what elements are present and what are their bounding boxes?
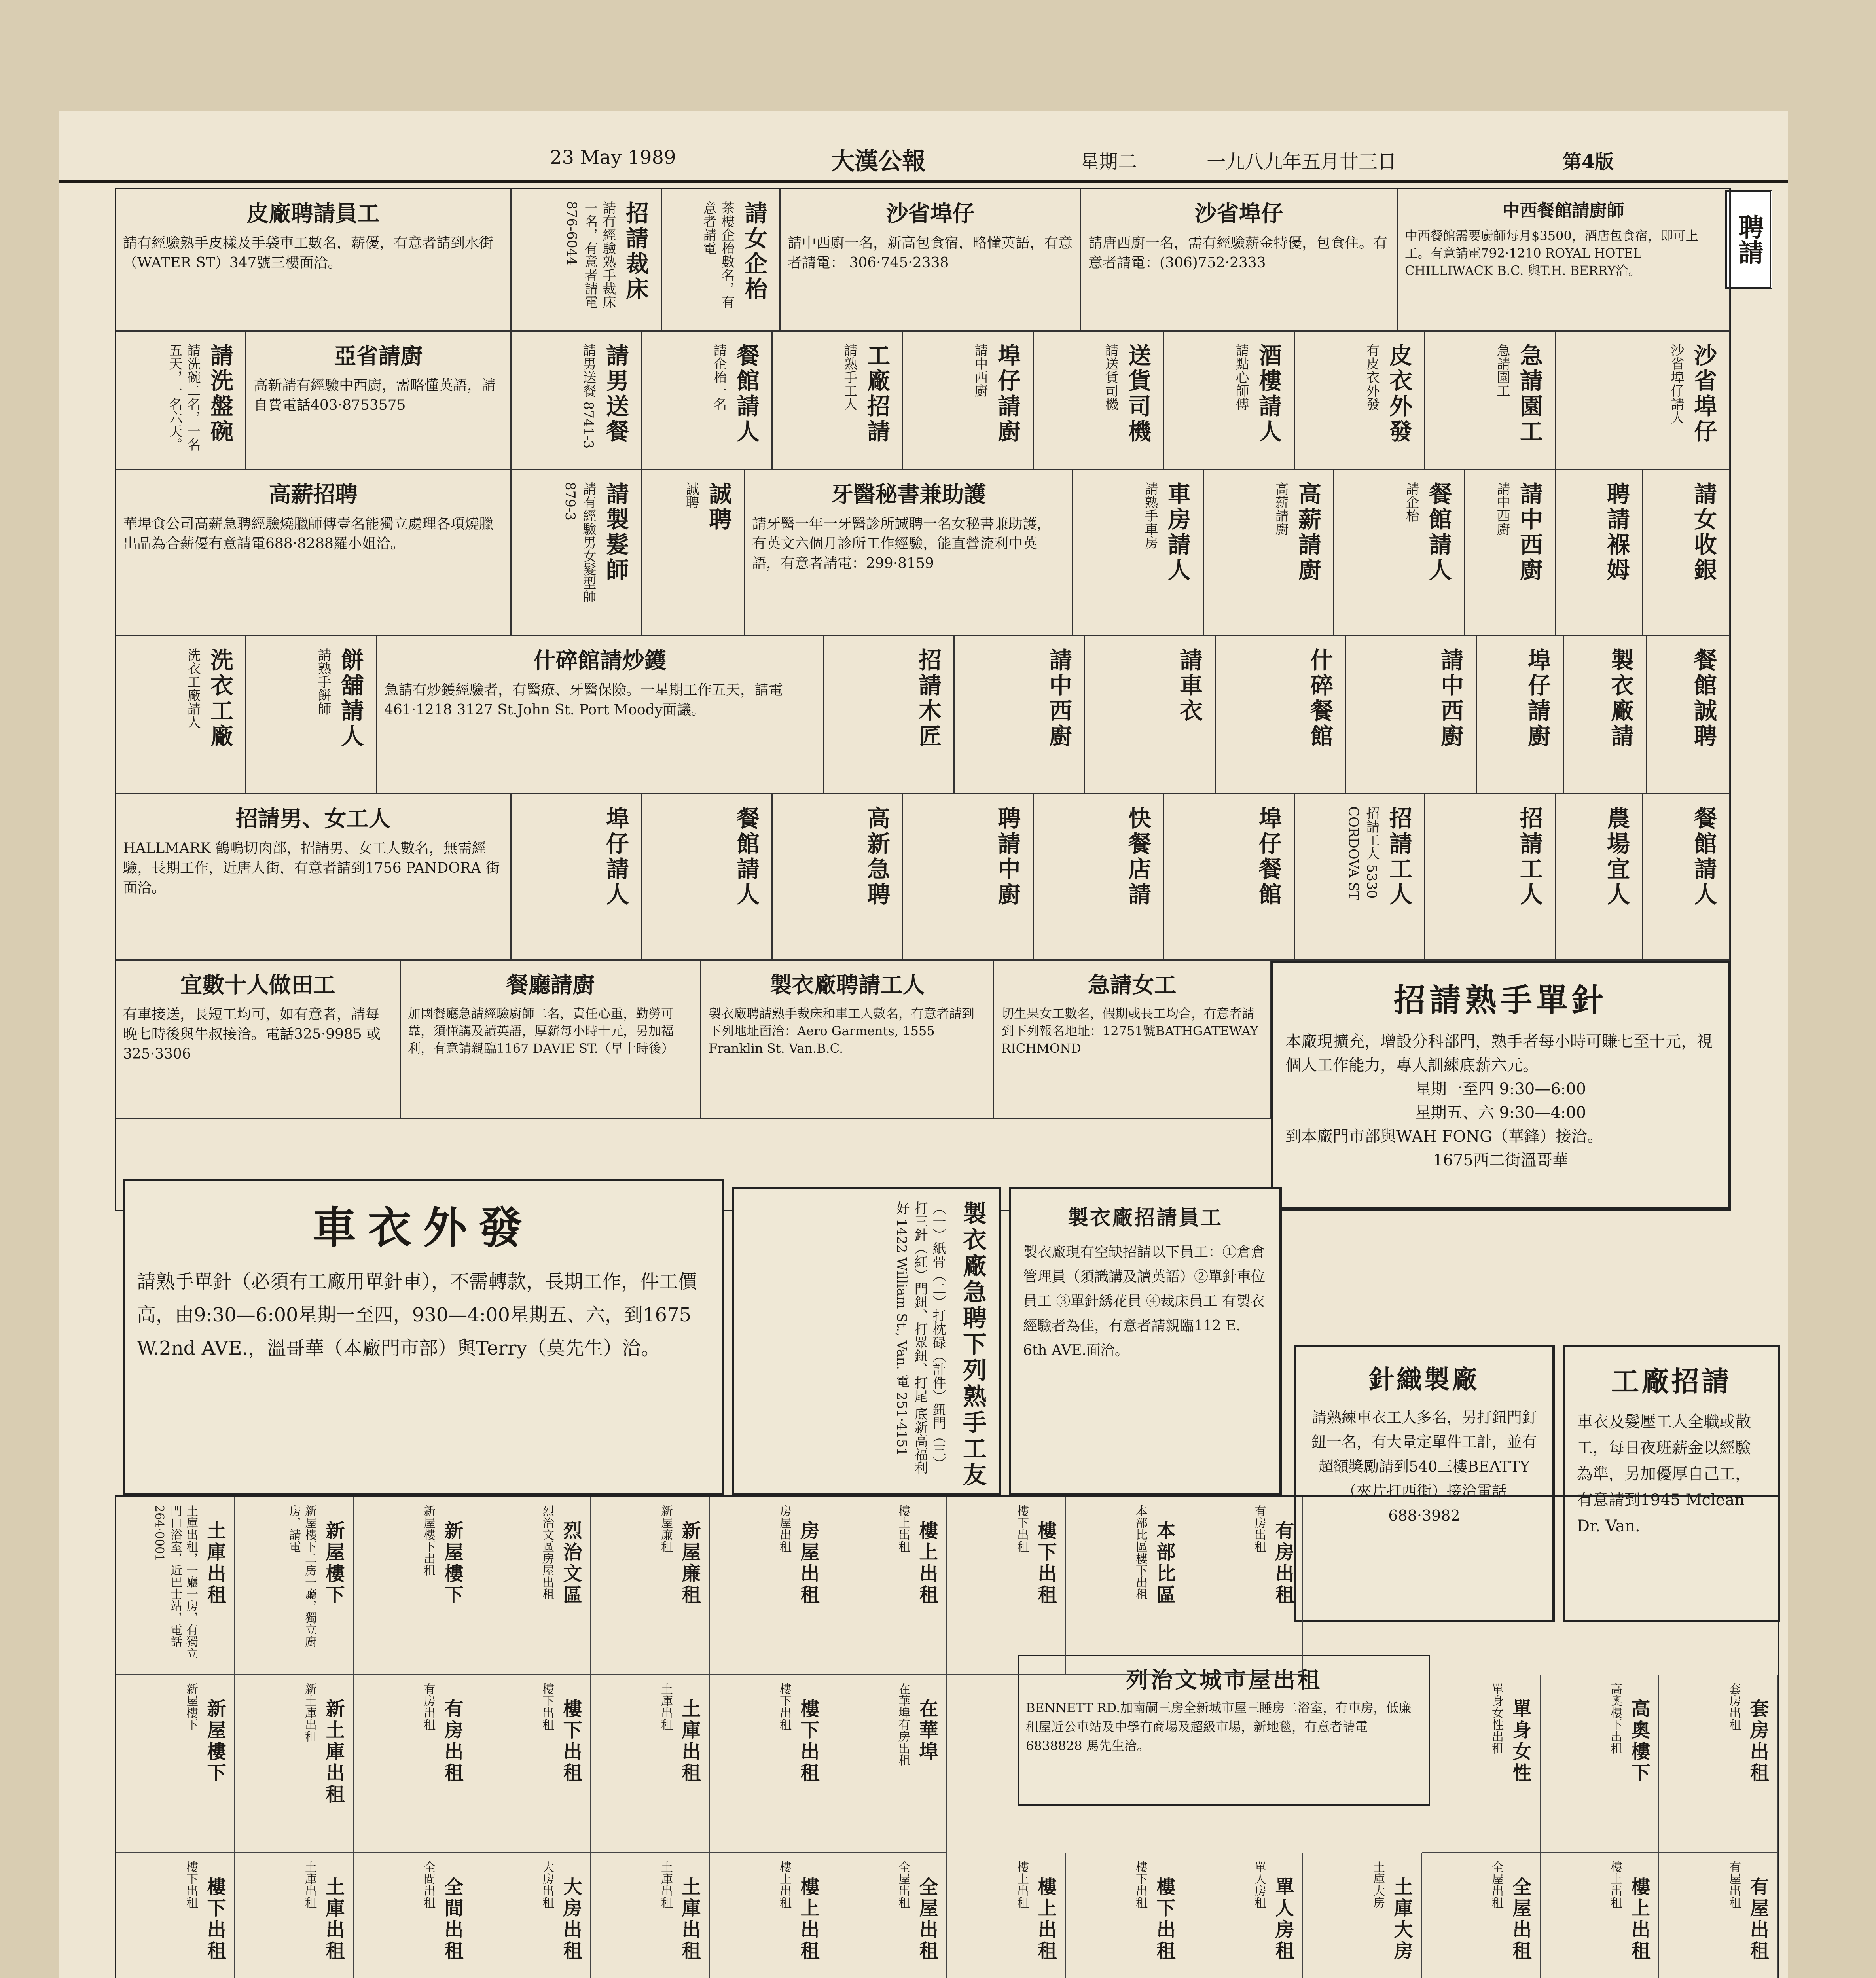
ad-wok-cook: [377, 636, 824, 794]
rental-listing: [1422, 1675, 1541, 1853]
ad-alberta-chef: [246, 332, 512, 470]
ad-richmond-townhouse: [1018, 1655, 1430, 1806]
newspaper-page: [59, 111, 1788, 1978]
rental-body: 樓上出租: [777, 1861, 791, 1908]
rental-body: 單人房租: [1252, 1861, 1266, 1908]
masthead-rule: [59, 180, 1788, 183]
ad-leather-factory: [116, 189, 512, 332]
paper-name: 大漢公報: [831, 148, 926, 175]
ad-body: 請熟手餅師: [315, 648, 331, 715]
rental-title: 全間出租: [441, 1877, 463, 1962]
date-cn: 一九八九年五月廿三日: [1207, 151, 1397, 173]
rental-body: 新屋樓下: [184, 1683, 198, 1730]
ad-sask-hire: [1556, 332, 1730, 470]
ad-title: 宜數十人做田工: [180, 972, 335, 998]
rental-body: 大房出租: [540, 1861, 554, 1908]
rental-body: 有屋出租: [1727, 1861, 1741, 1908]
rental-body: 樓下出租: [184, 1861, 198, 1908]
weekday: 星期二: [1080, 151, 1137, 173]
ad-body: 高新請有經驗中西廚，需略懂英語，請自費電話403·8753575: [254, 377, 496, 413]
rental-title: 土庫大房: [1391, 1877, 1413, 1962]
ad-body: 請洗碗二名，一名五天，一名六天。: [167, 343, 201, 451]
ad-body: （一）紙骨（二）打枕碌（計件）鈕門（三）打三針（紅）門鈕、打眾鈕、打尾 底新高福利好 1422 William St., Van. 電 251·4151: [894, 1201, 946, 1474]
ad-cutter: [512, 189, 662, 332]
ad-body: 中西餐館需要廚師每月$3500，酒店包食宿，即可上工。有意請電792·1210 ROYAL HOTEL CHILLIWACK B.C. 與T.H. BERRY洽。: [1405, 228, 1698, 278]
ad-title: 餐館誠聘: [1690, 648, 1717, 749]
ad-title: 車衣外發: [313, 1202, 534, 1253]
ad-body: 請熟手工人: [841, 343, 857, 411]
ad-title: 埠仔請人: [602, 806, 629, 908]
rental-body: 本部比區樓下出租: [1133, 1505, 1147, 1600]
rental-title: 房屋出租: [797, 1521, 819, 1606]
rental-listing: [472, 1497, 591, 1675]
ad-title: 牙醫秘書兼助護: [831, 481, 986, 508]
ad-chef-3: [1346, 636, 1477, 794]
rental-title: 有屋出租: [1747, 1877, 1769, 1962]
rental-title: 樓上出租: [1628, 1877, 1650, 1962]
rental-body: 土庫大房: [1371, 1861, 1385, 1908]
ad-title: 招請熟手單針: [1394, 981, 1607, 1019]
rental-listing: [710, 1675, 828, 1853]
rental-listing: [235, 1675, 354, 1853]
rental-body: 樓下出租: [777, 1683, 791, 1730]
ad-hallmark: [116, 794, 512, 961]
rental-title: 樓上出租: [797, 1877, 819, 1962]
ad-body: 請熟手單針（必須有工廠用單針車），不需轉款，長期工作，件工價高，由9:30—6:00星期一至四，930—4:00星期五、六，到1675 W.2nd AVE.，溫哥華（本廠門市部）與Terry（莫先生）洽。: [137, 1271, 697, 1359]
rental-title: 樓上出租: [916, 1521, 938, 1606]
ad-chinese-chef: [903, 794, 1034, 961]
ad-carpenter: [824, 636, 955, 794]
rental-title: 全屋出租: [1509, 1877, 1531, 1962]
rental-title: 新屋樓下: [322, 1521, 345, 1606]
rental-title: 新屋樓下: [204, 1699, 226, 1784]
ad-title: 工廠招請: [1611, 1365, 1732, 1398]
ad-title: 快餐店請: [1124, 806, 1151, 908]
rental-listing: [710, 1853, 828, 1978]
ad-chopsuey: [1216, 636, 1346, 794]
rental-listing: [1184, 1497, 1303, 1675]
rental-listing: [591, 1853, 710, 1978]
ad-address: 1675西二街溫哥華: [1433, 1151, 1568, 1169]
ad-town-chef-2: [1477, 636, 1564, 794]
rental-body: 全間出租: [421, 1861, 435, 1908]
ad-sewer: [1085, 636, 1216, 794]
ad-farm-work: [116, 961, 401, 1119]
ad-body: 華埠食公司高薪急聘經驗燒臘師傅壹名能獨立處理各項燒臘出品為合薪優有意請電688·8288羅小姐洽。: [123, 516, 494, 552]
rental-listing: [1303, 1853, 1422, 1978]
rental-body: 土庫出租，一廳一房，有獨立門口浴室，近巴士站，電話 264·0001: [152, 1505, 198, 1659]
rental-listing: [1184, 1853, 1303, 1978]
ad-body: 洗衣工廠請人: [185, 648, 201, 729]
ad-title: 亞省請廚: [334, 343, 423, 369]
rental-listing: [1066, 1853, 1184, 1978]
rental-title: 樓下出租: [204, 1877, 226, 1962]
rental-listing: [1541, 1853, 1659, 1978]
ad-title: 工廠招請: [863, 343, 890, 445]
rentals-grid: [115, 1495, 1779, 1978]
ad-body: 請中西廚: [1494, 482, 1510, 536]
job-ads-grid: [115, 188, 1731, 1211]
rental-body: 土庫出租: [303, 1861, 316, 1908]
rental-body: 樓下出租: [1133, 1861, 1147, 1908]
rental-title: 單身女性: [1509, 1699, 1531, 1784]
rental-title: 有房出租: [441, 1699, 463, 1784]
ad-garage: [1073, 470, 1204, 636]
ad-title: 酒樓請人: [1255, 343, 1282, 445]
rental-listing: [828, 1853, 947, 1978]
ad-farm: [1556, 794, 1643, 961]
ad-title: 埠仔請廚: [994, 343, 1021, 445]
ad-title: 誠聘: [705, 482, 732, 532]
ad-title: 請中西廚: [1437, 648, 1464, 749]
ad-cordova-workers: [1295, 794, 1425, 961]
ad-body: 招請工人 5330 CORDOVA ST: [1345, 806, 1380, 900]
ad-fastfood: [1034, 794, 1164, 961]
ad-body: 請有經驗熟手皮樣及手袋車工數名，薪優，有意者請到水街（WATER ST）347號三樓面洽。: [123, 235, 494, 271]
rental-body: 套房出租: [1727, 1683, 1741, 1730]
rental-title: 套房出租: [1747, 1699, 1769, 1784]
rental-title: 土庫出租: [678, 1877, 701, 1962]
rental-title: 樓上出租: [1035, 1877, 1057, 1962]
ad-delivery: [512, 332, 642, 470]
ad-title: 請製髮師: [602, 482, 629, 583]
ad-body: 請牙醫一年一牙醫診所誠聘一名女秘書兼助護，有英文六個月診所工作經驗，能直營流利中英語，有意者請電：299·8159: [752, 516, 1052, 572]
ad-title: 農場宜人: [1603, 806, 1630, 908]
ad-title: 洗衣工廠: [207, 648, 233, 749]
ad-laundry: [116, 636, 246, 794]
rental-listing: [591, 1497, 710, 1675]
ad-title: 餐廳請廚: [506, 972, 595, 998]
rental-body: 全屋出租: [896, 1861, 910, 1908]
ad-gardener: [1425, 332, 1556, 470]
rental-title: 本部比區: [1153, 1521, 1175, 1606]
ad-sask-town-1: [781, 189, 1081, 332]
rental-body: 新屋廉租: [659, 1505, 673, 1552]
rental-body: 單身女性出租: [1489, 1683, 1503, 1754]
rental-body: 高奧樓下出租: [1608, 1683, 1622, 1754]
rental-title: 高奧樓下: [1628, 1699, 1650, 1784]
rental-listing: [828, 1675, 947, 1853]
ad-title: 急請園工: [1516, 343, 1543, 445]
ad-title: 請女企枱: [741, 201, 767, 302]
ad-restaurant-hiring: [1647, 636, 1730, 794]
ad-title: 招請木匠: [915, 648, 942, 749]
rental-listing: [1066, 1497, 1184, 1675]
ad-title: 招請工人: [1385, 806, 1412, 908]
rental-title: 土庫出租: [204, 1521, 226, 1606]
ad-leather-out: [1295, 332, 1425, 470]
rental-listing: [354, 1675, 472, 1853]
ad-chef-west: [1465, 470, 1556, 636]
ad-restaurant: [642, 332, 773, 470]
ad-title: 列治文城市屋出租: [1126, 1667, 1322, 1693]
rental-title: 在華埠: [916, 1699, 938, 1763]
ad-title: 請車衣: [1176, 648, 1203, 724]
ad-urgent-factory: [732, 1187, 1001, 1495]
ad-body: 高薪請廚: [1273, 482, 1289, 536]
ad-body: 請企枱一名: [711, 343, 727, 411]
ad-dimsum: [1164, 332, 1295, 470]
ad-body: 請點心師傅: [1233, 343, 1249, 411]
ad-cashier: [1643, 470, 1730, 636]
rental-listing: [1659, 1853, 1778, 1978]
ad-title: 餐館請人: [733, 806, 760, 908]
ad-body: BENNETT RD.加南嗣三房全新城市屋三睡房二浴室，有車房，低廉租屋近公車站及中學有商場及超級市場，新地毯，有意者請電 6838828 馬先生洽。: [1026, 1700, 1412, 1753]
ad-body: HALLMARK 鶴鳴切肉部，招請男、女工人數名，無需經驗，長期工作，近唐人街，有意者請到1756 PANDORA 街面洽。: [123, 840, 500, 896]
rental-listing: [354, 1497, 472, 1675]
ad-title: 沙省埠仔: [1690, 343, 1717, 445]
rental-listing: [472, 1853, 591, 1978]
rental-body: 全屋出租: [1489, 1861, 1503, 1908]
ad-title: 皮衣外發: [1385, 343, 1412, 445]
rental-title: 樓下出租: [797, 1699, 819, 1784]
ad-town-hire: [512, 794, 642, 961]
ad-hairdresser: [512, 470, 642, 636]
masthead: [59, 138, 1788, 182]
ad-body: 請企枱: [1403, 482, 1419, 522]
rental-body: 有房出租: [421, 1683, 435, 1730]
ad-bakery: [246, 636, 377, 794]
ad-body: 車衣及髮壓工人全職或散工，每日夜班薪金以經驗為準，另加優厚自己工，有意請到1945 Mclean Dr. Van.: [1577, 1413, 1751, 1535]
ad-title: 送貨司機: [1124, 343, 1151, 445]
ad-workers: [1425, 794, 1556, 961]
ad-title: 高新急聘: [863, 806, 890, 908]
rental-body: 樓上出租: [1015, 1861, 1029, 1908]
rental-body: 樓下出租: [540, 1683, 554, 1730]
ad-title: 招請男、女工人: [235, 806, 391, 832]
ad-high-pay-chef: [1204, 470, 1334, 636]
rental-listing: [235, 1853, 354, 1978]
ad-title: 請男送餐: [602, 343, 629, 445]
ad-body: 請熟練車衣工人多名，另打鈕門釘鈕一名，有大量定單件工計，並有超額獎勵請到540三樓BEATTY（夾片打西街）接洽電話 688·3982: [1311, 1409, 1537, 1524]
ad-title: 製衣廠招請員工: [1067, 1206, 1223, 1230]
rental-body: 土庫出租: [659, 1683, 673, 1730]
rental-listing: [472, 1675, 591, 1853]
rental-body: 新屋樓下出租: [421, 1505, 435, 1576]
ad-title: 針織製廠: [1369, 1365, 1480, 1394]
ad-waitress: [662, 189, 781, 332]
ad-hours-weekdays: 星期一至四 9:30—6:00: [1415, 1080, 1586, 1098]
ad-dental-secretary: [745, 470, 1073, 636]
rental-title: 新屋廉租: [678, 1521, 701, 1606]
ad-title: 什碎餐館: [1306, 648, 1333, 749]
ad-title: 高薪請廚: [1294, 482, 1321, 583]
ad-garment-cutter: [701, 961, 994, 1119]
rental-title: 烈治文區: [560, 1521, 582, 1606]
rental-listing: [1422, 1853, 1541, 1978]
date-en: 23 May 1989: [550, 146, 676, 169]
rental-title: 有房出租: [1272, 1521, 1294, 1606]
ad-contact: 到本廠門市部與WAH FONG（華鋒）接洽。: [1285, 1127, 1603, 1146]
rental-listing: [828, 1497, 947, 1675]
ad-title: 餅舖請人: [337, 648, 364, 749]
ad-factory: [773, 332, 903, 470]
rental-title: 單人房租: [1272, 1877, 1294, 1962]
ad-title: 沙省埠仔: [1194, 201, 1283, 227]
rental-listing: [116, 1497, 235, 1675]
ad-chilliwack-hotel: [1398, 189, 1730, 332]
ad-body: 請中西廚一名，新高包食宿，略懂英語，有意者請電： 306·745·2338: [788, 235, 1073, 271]
page-number: 第4版: [1563, 151, 1614, 173]
ad-title: 製衣廠聘請工人: [769, 972, 925, 998]
rental-title: 樓下出租: [1153, 1877, 1175, 1962]
ad-dining-chef: [401, 961, 701, 1119]
rental-listing: [947, 1497, 1066, 1675]
ad-title: 什碎館請炒鑊: [533, 648, 667, 674]
ad-body: 急請園工: [1494, 343, 1510, 397]
ad-big-sewing: [1271, 961, 1730, 1210]
rental-listing: [947, 1853, 1066, 1978]
ad-nanny: [1556, 470, 1643, 636]
ad-body: 誠聘: [683, 482, 699, 509]
ad-dishwasher: [116, 332, 246, 470]
rental-body: 樓上出租: [896, 1505, 910, 1552]
ad-hours-weekend: 星期五、六 9:30—4:00: [1415, 1104, 1586, 1122]
ad-title: 聘請中廚: [994, 806, 1021, 908]
ad-body: 茶樓企枱數名，有意者請電: [701, 201, 735, 309]
ad-hiring: [642, 470, 745, 636]
ad-outsource-sewing: [123, 1179, 724, 1495]
ad-title: 聘請褓姆: [1603, 482, 1630, 583]
ad-town-restaurant: [1164, 794, 1295, 961]
ad-body: 製衣廠聘請熟手裁床和車工人數名，有意者請到下列地址面洽：Aero Garments, 1555 Franklin St. Van.B.C.: [709, 1006, 975, 1056]
ad-title: 製衣廠急聘下列熟手工友: [959, 1201, 987, 1488]
ad-fruit-cutter: [994, 961, 1271, 1119]
ad-title: 埠仔餐館: [1255, 806, 1282, 908]
ad-title: 皮廠聘請員工: [246, 201, 380, 227]
ad-driver: [1034, 332, 1164, 470]
ad-title: 車房請人: [1164, 482, 1191, 583]
ad-title: 急請女工: [1088, 972, 1177, 998]
ad-title: 請中西廚: [1516, 482, 1543, 583]
rental-title: 樓下出租: [1035, 1521, 1057, 1606]
rental-title: 大房出租: [560, 1877, 582, 1962]
ad-body: 加國餐廳急請經驗廚師二名，責任心重，勤勞可靠，須懂講及讀英語，厚薪每小時十元，另加福利，有意請親臨1167 DAVIE ST.（早十時後）: [408, 1006, 674, 1056]
rental-title: 樓下出租: [560, 1699, 582, 1784]
rental-title: 新屋樓下: [441, 1521, 463, 1606]
ad-restaurant-4: [1643, 794, 1730, 961]
ad-title: 沙省埠仔: [886, 201, 975, 227]
ad-title: 高薪招聘: [269, 481, 358, 508]
rental-listing: [116, 1675, 235, 1853]
ad-bbq-chef: [116, 470, 512, 636]
ad-body: 請有經驗熟手裁床一名，有意者請電 876-6044: [564, 201, 616, 309]
ad-title: 中西餐館請廚師: [1502, 201, 1624, 221]
ad-title: 請女收銀: [1690, 482, 1717, 583]
ad-town-chef: [903, 332, 1034, 470]
ad-title: 餐館請人: [1690, 806, 1717, 908]
rental-listing: [354, 1853, 472, 1978]
recruit-tag: 聘請: [1725, 190, 1772, 289]
rental-body: 新土庫出租: [303, 1683, 316, 1742]
ad-body: 急請有炒鑊經驗者，有醫療、牙醫保險。一星期工作五天，請電461·1218 3127 St.John St. Port Moody面議。: [384, 682, 783, 718]
rental-body: 烈治文區房屋出租: [540, 1505, 554, 1600]
ad-title: 招請工人: [1516, 806, 1543, 908]
ad-title: 埠仔請廚: [1524, 648, 1551, 749]
rental-body: 房屋出租: [777, 1505, 791, 1552]
ad-factory-staff: [1009, 1187, 1282, 1495]
ad-body: 切生果女工數名，假期或長工均合，有意者請到下列報名地址：12751號BATHGATEWAY RICHMOND: [1001, 1006, 1258, 1056]
rental-title: 土庫出租: [322, 1877, 345, 1962]
rental-listing: [591, 1675, 710, 1853]
rental-title: 土庫出租: [678, 1699, 701, 1784]
ad-title: 請中西廚: [1045, 648, 1072, 749]
rental-listing: [1659, 1675, 1778, 1853]
rental-body: 樓下出租: [1015, 1505, 1029, 1552]
ad-body: 本廠現擴充，增設分科部門，熟手者每小時可賺七至十元，視個人工作能力，專人訓練底薪六元。: [1285, 1033, 1713, 1074]
rental-body: 土庫出租: [659, 1861, 673, 1908]
ad-urgent-high-pay: [773, 794, 903, 961]
ad-title: 製衣廠請: [1607, 648, 1634, 749]
rental-listing: [235, 1497, 354, 1675]
ad-restaurant-3: [642, 794, 773, 961]
ad-title: 招請裁床: [622, 201, 649, 302]
ad-restaurant-2: [1334, 470, 1465, 636]
ad-body: 請熟手車房: [1142, 482, 1158, 549]
ad-body: 有車接送，長短工均可，如有意者，請每晚七時後與牛叔接洽。電話325·9985 或325·3306: [123, 1006, 381, 1062]
ad-chef-2: [955, 636, 1085, 794]
rental-body: 樓上出租: [1608, 1861, 1622, 1908]
ad-body: 沙省埠仔請人: [1668, 343, 1684, 424]
ad-garment-hire: [1564, 636, 1647, 794]
ad-body: 請送貨司機: [1103, 343, 1118, 411]
ad-body: 請有經驗男女髮型師 879-3: [562, 482, 596, 603]
ad-body: 有皮衣外發: [1364, 343, 1380, 411]
rental-body: 新屋樓下二房一廳，獨立廚房，請電: [287, 1505, 316, 1647]
ad-title: 餐館請人: [733, 343, 760, 445]
ad-body: 製衣廠現有空缺招請以下員工：①倉倉管理員（須識講及讀英語）②單針車位員工 ③單針綉花員 ④裁床員工 有製衣經驗者為佳，有意者請親臨112 E. 6th AVE.面洽。: [1023, 1244, 1266, 1358]
ad-title: 請洗盤碗: [207, 343, 233, 445]
rental-title: 全屋出租: [916, 1877, 938, 1962]
rental-listing: [116, 1853, 235, 1978]
rental-body: 有房出租: [1252, 1505, 1266, 1552]
ad-sask-town-2: [1081, 189, 1398, 332]
ad-body: 請唐西廚一名，需有經驗薪金特優，包食住。有意者請電：(306)752·2333: [1088, 235, 1388, 271]
rental-body: 在華埠有房出租: [896, 1683, 910, 1766]
rental-title: 新土庫出租: [322, 1699, 345, 1806]
ad-title: 餐館請人: [1425, 482, 1452, 583]
rental-listing: [710, 1497, 828, 1675]
rental-listing: [1541, 1675, 1659, 1853]
ad-body: 請男送餐 8741-3: [580, 343, 596, 449]
ad-body: 請中西廚: [972, 343, 988, 397]
